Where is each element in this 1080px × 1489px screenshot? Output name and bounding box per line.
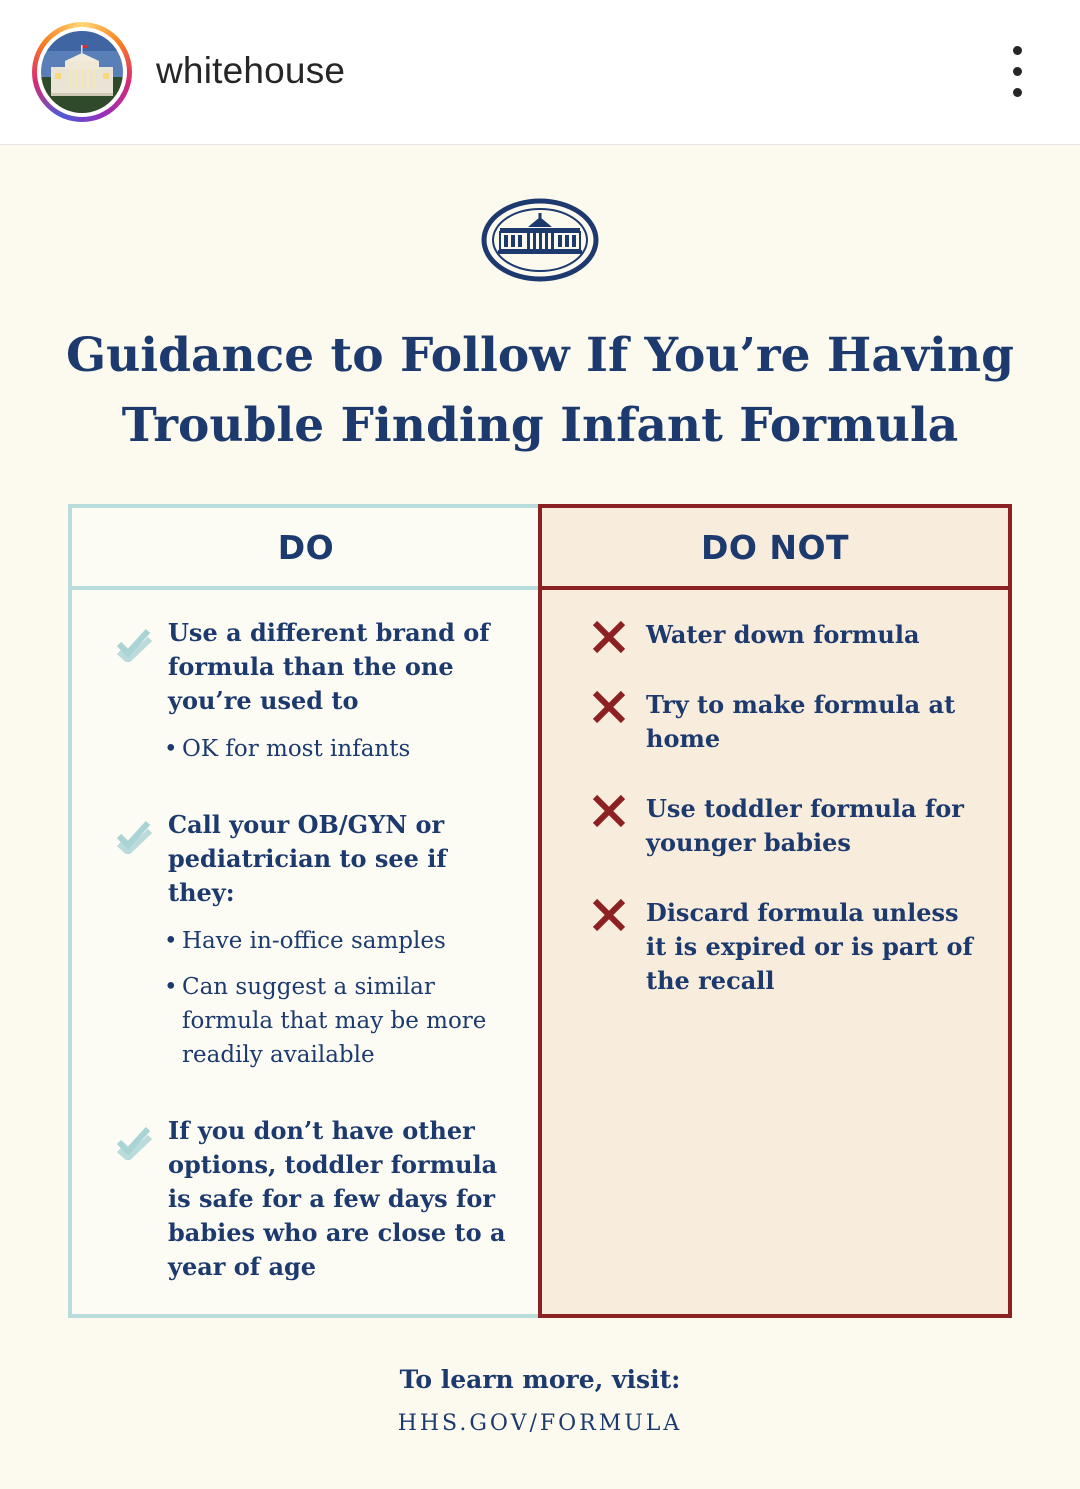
white-house-photo-icon bbox=[41, 31, 123, 113]
do-not-heading: DO NOT bbox=[542, 508, 1008, 590]
white-house-seal-icon bbox=[480, 197, 600, 283]
bullet-item: • OK for most infants bbox=[168, 732, 508, 766]
post-image bbox=[0, 145, 1080, 1489]
x-icon bbox=[590, 688, 628, 726]
x-icon bbox=[590, 896, 628, 934]
footer-link[interactable]: HHS.GOV/FORMULA bbox=[397, 1411, 683, 1436]
footer-label: To learn more, visit: bbox=[399, 1365, 681, 1394]
x-icon bbox=[590, 792, 628, 830]
avatar[interactable] bbox=[32, 22, 132, 122]
username[interactable]: whitehouse bbox=[156, 50, 346, 91]
double-check-icon bbox=[116, 1124, 158, 1160]
bullet-item: • Can suggest a similar formula that may be more readily available bbox=[168, 970, 508, 1072]
bullet-list bbox=[168, 924, 508, 1072]
title-line-1: Guidance to Follow If You’re Having bbox=[66, 328, 1014, 383]
bullet-item: • Have in-office samples bbox=[168, 924, 508, 958]
title-line-2: Trouble Finding Infant Formula bbox=[121, 398, 959, 453]
x-icon bbox=[590, 618, 628, 656]
double-check-icon bbox=[116, 818, 158, 854]
do-not-column: DO NOT Water down formula Try to make formula at home Use toddler formula for younger babies Discard formula unless it is expired or is part of the recall bbox=[538, 504, 1012, 1318]
more-vertical-icon bbox=[1013, 46, 1022, 55]
post-header bbox=[0, 0, 1080, 145]
post-title bbox=[40, 321, 1040, 461]
do-column: DO Use a different brand of formula than the one you’re used to • OK for most infants Call your OB/GYN or pediatrician to see if they: • Have in-office samples • Can suggest a similar formula that may be more readily available If you don’t have other options, toddler formula is safe for a few days for babies who are close to a year of age bbox=[68, 504, 540, 1318]
double-check-icon bbox=[116, 626, 158, 662]
do-heading: DO bbox=[72, 508, 540, 590]
more-options-button[interactable] bbox=[1000, 46, 1036, 98]
bullet-list bbox=[168, 732, 508, 766]
